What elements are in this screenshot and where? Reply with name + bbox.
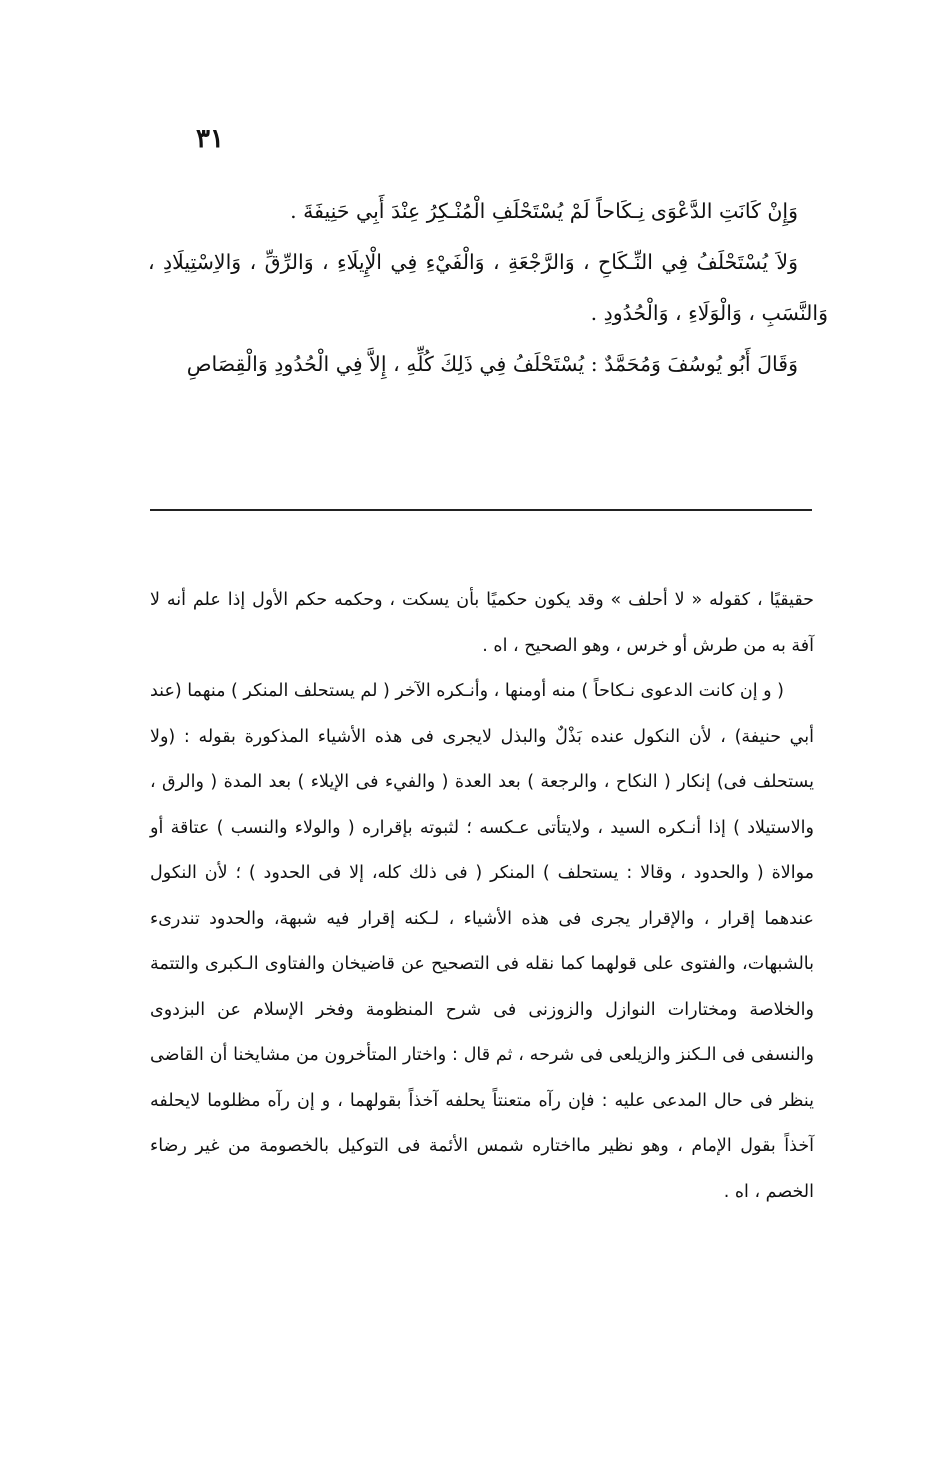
main-text-block [148,186,828,390]
commentary-block [150,578,814,1215]
section-divider [150,509,812,511]
main-text-paragraph: وَقَالَ أَبُو يُوسُفَ وَمُحَمَّدٌ : يُسْتَحْلَفُ فِي ذَلِكَ كُلِّهِ ، إِلاَّ فِي الْحُدُودِ وَالْقِصَاصِ [186,352,798,376]
page-number: ٣١ [196,124,224,154]
main-text-paragraph: وَلاَ يُسْتَحْلَفُ فِي النِّـكَاحِ ، وَالرَّجْعَةِ ، وَالْفَيْءِ فِي الْإِيلَاءِ ، وَالرِّقِّ ، وَالاِسْتِيلَادِ ، وَالنَّسَبِ ، وَالْوَلَاءِ ، وَالْحُدُودِ . [148,250,828,325]
main-text-paragraph: وَإِنْ كَانَتِ الدَّعْوَى نِـكَاحاً لَمْ يُسْتَحْلَفِ الْمُنْـكِرُ عِنْدَ أَبِي حَنِيفَةَ . [290,199,798,223]
commentary-paragraph: ( و إن كانت الدعوى نـكاحاً ) منه أومنها ، وأنـكره الآخر ( لم يستحلف المنكر ) منهما (عند أبي حنيفة) ، لأن النكول عنده بَذْلٌ والبذل لايجرى فى هذه الأشياء المذكورة بقوله : (ولا يستحلف فى) إنكار ( النكاح ، والرجعة ) بعد العدة ( والفيء فى الإيلاء ) بعد المدة ( والرق ، والاستيلاد ) إذا أنـكره السيد ، ولايتأتى عـكسه ؛ لثبوته بإقراره ( والولاء والنسب ) عتاقة أو موالاة ( والحدود ، وقالا : يستحلف ) المنكر ( فى ذلك كله، إلا فى الحدود ) ؛ لأن النكول عندهما إقرار ، والإقرار يجرى فى هذه الأشياء ، لـكنه إقرار فيه شبهة، والحدود تندرىء بالشبهات، والفتوى على قولهما كما نقله فى التصحيح عن قاضيخان والفتاوى الـكبرى والتتمة والخلاصة ومختارات النوازل والزوزنى فى شرح المنظومة وفخر الإسلام عن البزدوى والنسفى فى الـكنز والزيلعى فى شرحه ، ثم قال : واختار المتأخرون من مشايخنا أن القاضى ينظر فى حال المدعى عليه : فإن رآه متعنتاً يحلفه آخذاً بقولهما ، و إن رآه مظلوما لايحلفه آخذاً بقول الإمام ، وهو نظير مااختاره شمس الأئمة فى التوكيل بالخصومة من غير رضاء الخصم ، اه . [150,681,814,1202]
commentary-paragraph: حقيقيًا ، كقوله « لا أحلف » وقد يكون حكميًا بأن يسكت ، وحكمه حكم الأول إذا علم أنه لا آفة به من طرش أو خرس ، وهو الصحيح ، اه . [150,590,814,656]
